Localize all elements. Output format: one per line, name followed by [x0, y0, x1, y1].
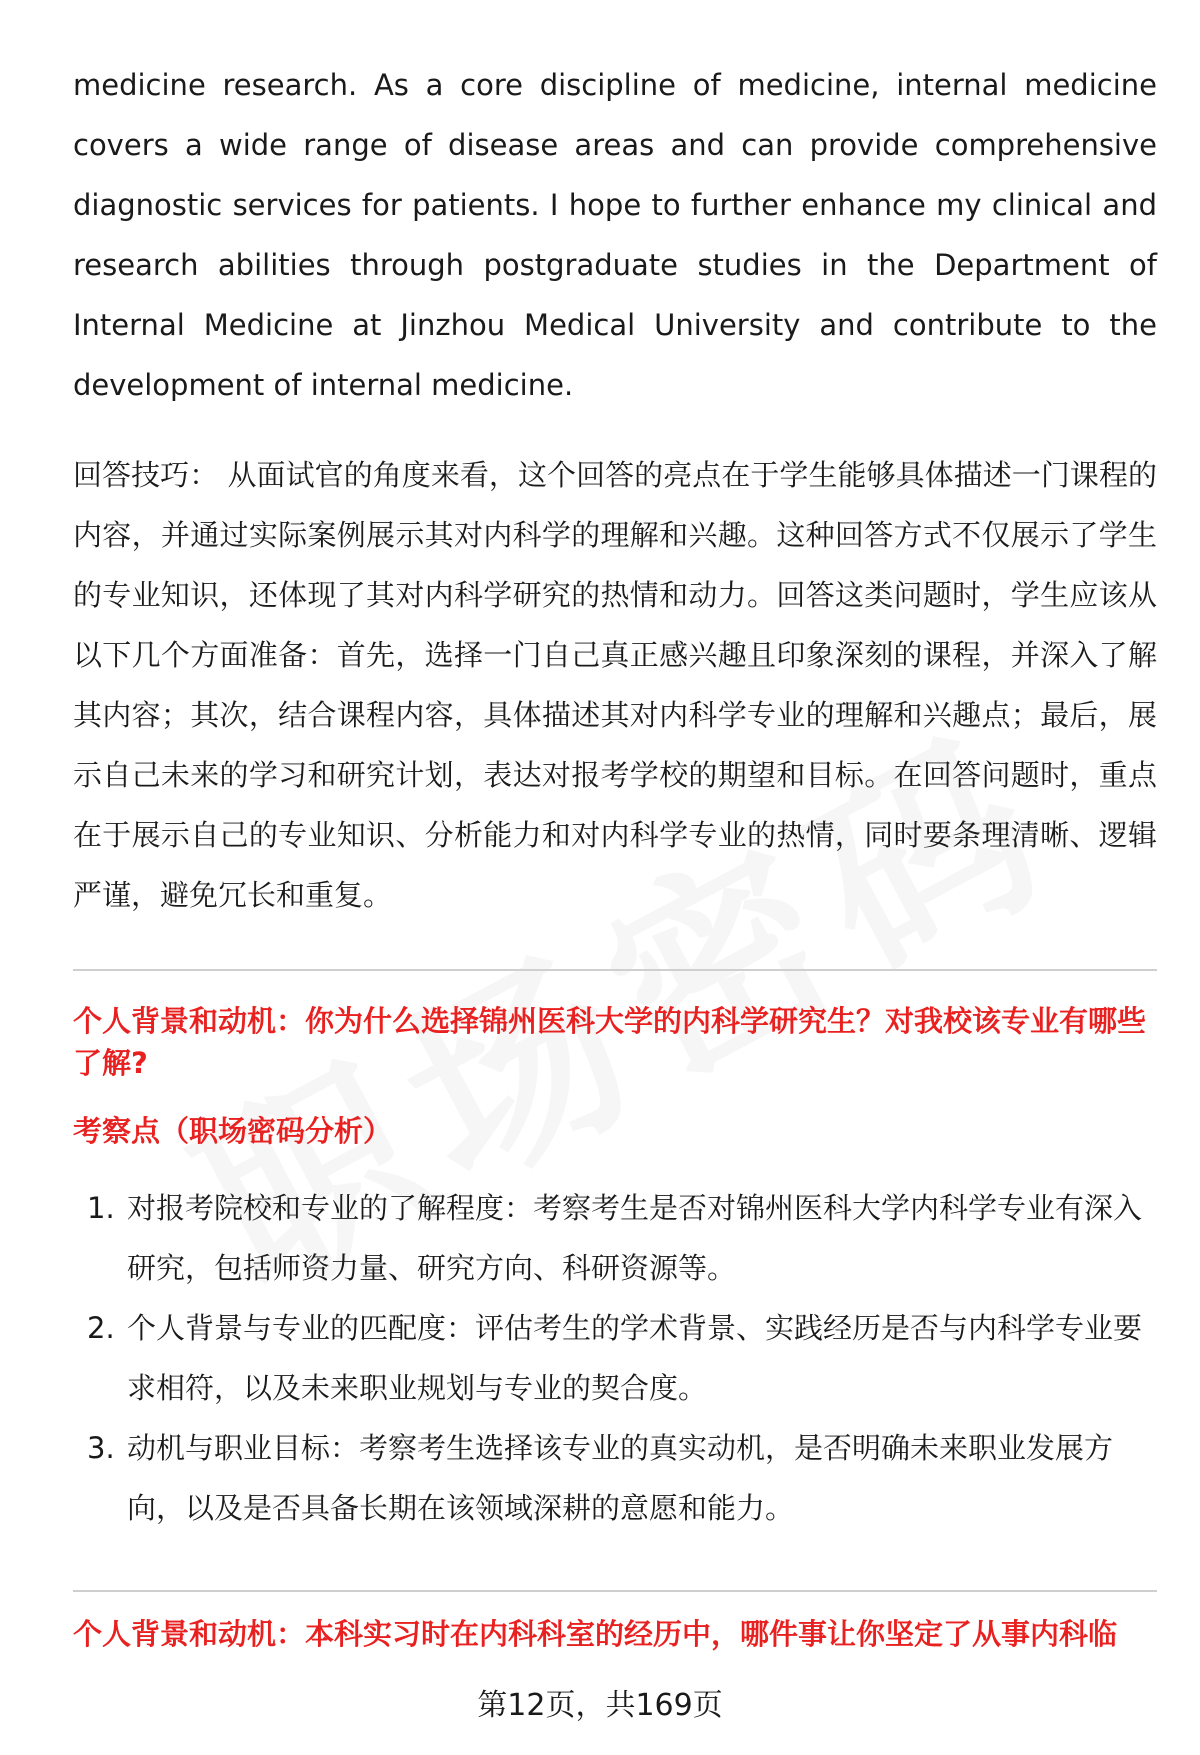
list-item [73, 1178, 1157, 1298]
assessment-list [73, 1178, 1157, 1538]
english-paragraph: medicine research. As a core discipline of medicine, internal medicine covers a wide range of disease areas and can provide comprehensive diagnostic services for patients. I hope to further enhance my clinical and research abilities through postgraduate studies in the Department of Internal Medicine at Jinzhou Medical University and contribute to the development of internal medicine. [73, 68, 1157, 402]
list-number: 3. [87, 1431, 115, 1465]
section-divider [73, 969, 1157, 971]
list-number: 1. [87, 1191, 115, 1225]
assessment-heading: 考察点（职场密码分析） [73, 1114, 393, 1148]
answer-tip-paragraph: 回答技巧： 从面试官的角度来看，这个回答的亮点在于学生能够具体描述一门课程的内容，并通过实际案例展示其对内科学的理解和兴趣。这种回答方式不仅展示了学生的专业知识，还体现了其对内科学研究的热情和动力。回答这类问题时，学生应该从以下几个方面准备：首先，选择一门自己真正感兴趣且印象深刻的课程，并深入了解其内容；其次，结合课程内容，具体描述其对内科学专业的理解和兴趣点；最后，展示自己未来的学习和研究计划，表达对报考学校的期望和目标。在回答问题时，重点在于展示自己的专业知识、分析能力和对内科学专业的热情，同时要条理清晰、逻辑严谨，避免冗长和重复。 [73, 458, 1157, 912]
list-item-text: 个人背景与专业的匹配度：评估考生的学术背景、实践经历是否与内科学专业要求相符，以及未来职业规划与专业的契合度。 [127, 1311, 1143, 1405]
question-heading: 个人背景和动机：本科实习时在内科科室的经历中，哪件事让你坚定了从事内科临 [73, 1617, 1118, 1651]
section-divider [73, 1590, 1157, 1592]
question-heading: 个人背景和动机：你为什么选择锦州医科大学的内科学研究生？对我校该专业有哪些了解? [73, 1004, 1147, 1080]
page-number-footer: 第12页，共169页 [477, 1688, 723, 1723]
list-item-text: 对报考院校和专业的了解程度：考察考生是否对锦州医科大学内科学专业有深入研究，包括师资力量、研究方向、科研资源等。 [127, 1191, 1143, 1285]
list-item-text: 动机与职业目标：考察考生选择该专业的真实动机，是否明确未来职业发展方向，以及是否具备长期在该领域深耕的意愿和能力。 [127, 1431, 1114, 1525]
list-item [73, 1418, 1157, 1538]
list-number: 2. [87, 1311, 115, 1345]
list-item [73, 1298, 1157, 1418]
